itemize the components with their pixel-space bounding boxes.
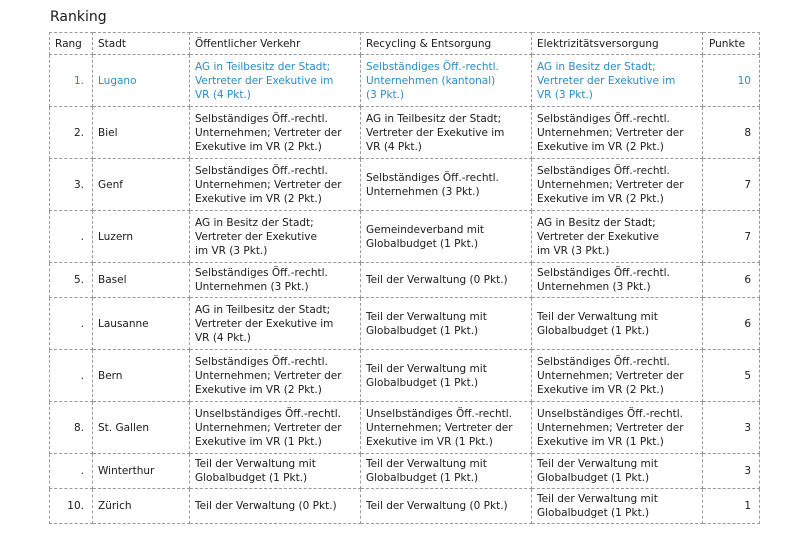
transport-cell (190, 211, 361, 263)
transport-cell-line: Selbständiges Öff.-rechtl. (195, 112, 328, 125)
rank-cell: 1. (50, 55, 93, 107)
points-cell: 1 (703, 489, 760, 524)
recycling-cell-line: Teil der Verwaltung mit (366, 310, 487, 323)
points-cell: 5 (703, 350, 760, 402)
column-header-points: Punkte (703, 33, 760, 55)
city-cell: Basel (93, 263, 190, 298)
electricity-cell-line: Globalbudget (1 Pkt.) (537, 472, 650, 484)
electricity-cell (532, 298, 703, 350)
rank-cell: . (50, 211, 93, 263)
points-cell: 7 (703, 211, 760, 263)
electricity-cell-line: Teil der Verwaltung mit (537, 458, 658, 470)
recycling-cell (361, 55, 532, 107)
table-row (50, 489, 760, 524)
column-header-transport: Öffentlicher Verkehr (190, 33, 361, 55)
rank-cell: . (50, 298, 93, 350)
recycling-cell-line: Globalbudget (1 Pkt.) (366, 324, 479, 337)
table-row (50, 298, 760, 350)
points-cell: 3 (703, 454, 760, 489)
table-row (50, 402, 760, 454)
electricity-cell-line: Teil der Verwaltung mit (537, 493, 658, 505)
electricity-cell (532, 55, 703, 107)
city-cell: Biel (93, 107, 190, 159)
electricity-cell-line: Selbständiges Öff.-rechtl. (537, 267, 670, 279)
recycling-cell-line: VR (4 Pkt.) (366, 140, 422, 153)
electricity-cell-line: im VR (3 Pkt.) (537, 244, 610, 257)
electricity-cell-line: Exekutive im VR (2 Pkt.) (537, 192, 664, 205)
transport-cell (190, 55, 361, 107)
recycling-cell-line: Teil der Verwaltung mit (366, 362, 487, 375)
recycling-cell-line: Unternehmen (kantonal) (366, 74, 496, 87)
electricity-cell-line: AG in Besitz der Stadt; (537, 216, 656, 229)
transport-cell-line: Vertreter der Exekutive (195, 230, 317, 243)
city-cell: Lausanne (93, 298, 190, 350)
electricity-cell-line: Globalbudget (1 Pkt.) (537, 324, 650, 337)
transport-cell-line: VR (4 Pkt.) (195, 88, 251, 101)
electricity-cell-line: Selbständiges Öff.-rechtl. (537, 164, 670, 177)
points-cell: 6 (703, 298, 760, 350)
transport-cell-line: Unternehmen; Vertreter der (195, 126, 342, 139)
column-header-recycling: Recycling & Entsorgung (361, 33, 532, 55)
recycling-cell-line: Globalbudget (1 Pkt.) (366, 376, 479, 389)
transport-cell-line: Teil der Verwaltung mit (195, 458, 316, 470)
transport-cell (190, 298, 361, 350)
recycling-cell-line: Selbständiges Öff.-rechtl. (366, 60, 499, 73)
recycling-cell-line: Selbständiges Öff.-rechtl. (366, 171, 499, 184)
recycling-cell-line: Vertreter der Exekutive im (366, 126, 505, 139)
electricity-cell-line: Unselbständiges Öff.-rechtl. (537, 407, 684, 420)
electricity-cell-line: Selbständiges Öff.-rechtl. (537, 355, 670, 368)
city-cell: Winterthur (93, 454, 190, 489)
transport-cell (190, 107, 361, 159)
city-cell: Zürich (93, 489, 190, 524)
recycling-cell-line: Teil der Verwaltung (0 Pkt.) (366, 274, 508, 286)
electricity-cell (532, 107, 703, 159)
recycling-cell-line: Globalbudget (1 Pkt.) (366, 237, 479, 250)
electricity-cell (532, 350, 703, 402)
recycling-cell-line: Exekutive im VR (1 Pkt.) (366, 435, 493, 448)
transport-cell-line: Exekutive im VR (2 Pkt.) (195, 192, 322, 205)
electricity-cell (532, 211, 703, 263)
electricity-cell-line: Globalbudget (1 Pkt.) (537, 507, 650, 519)
transport-cell-line: AG in Besitz der Stadt; (195, 216, 314, 229)
electricity-cell (532, 454, 703, 489)
recycling-cell (361, 263, 532, 298)
points-cell: 8 (703, 107, 760, 159)
transport-cell-line: Globalbudget (1 Pkt.) (195, 472, 308, 484)
table-row (50, 107, 760, 159)
points-cell: 3 (703, 402, 760, 454)
electricity-cell-line: Teil der Verwaltung mit (537, 310, 658, 323)
electricity-cell (532, 489, 703, 524)
recycling-cell-line: Teil der Verwaltung mit (366, 458, 487, 470)
transport-cell (190, 402, 361, 454)
transport-cell (190, 263, 361, 298)
transport-cell-line: Unselbständiges Öff.-rechtl. (195, 407, 342, 420)
electricity-cell-line: AG in Besitz der Stadt; (537, 60, 656, 73)
electricity-cell-line: Selbständiges Öff.-rechtl. (537, 112, 670, 125)
electricity-cell-line: Unternehmen (3 Pkt.) (537, 281, 651, 293)
recycling-cell (361, 211, 532, 263)
table-body (50, 55, 760, 524)
transport-cell-line: AG in Teilbesitz der Stadt; (195, 60, 331, 73)
recycling-cell-line: AG in Teilbesitz der Stadt; (366, 112, 502, 125)
electricity-cell-line: Vertreter der Exekutive (537, 230, 659, 243)
electricity-cell-line: VR (3 Pkt.) (537, 88, 593, 101)
city-cell: Bern (93, 350, 190, 402)
transport-cell (190, 159, 361, 211)
transport-cell-line: Exekutive im VR (2 Pkt.) (195, 383, 322, 396)
transport-cell-line: Exekutive im VR (1 Pkt.) (195, 435, 322, 448)
transport-cell-line: Selbständiges Öff.-rechtl. (195, 164, 328, 177)
recycling-cell (361, 298, 532, 350)
column-header-city: Stadt (93, 33, 190, 55)
transport-cell-line: Selbständiges Öff.-rechtl. (195, 355, 328, 368)
transport-cell (190, 350, 361, 402)
transport-cell-line: Unternehmen; Vertreter der (195, 369, 342, 382)
table-header-row (50, 33, 760, 55)
recycling-cell-line: (3 Pkt.) (366, 88, 405, 101)
points-cell: 7 (703, 159, 760, 211)
electricity-cell (532, 402, 703, 454)
transport-cell-line: AG in Teilbesitz der Stadt; (195, 303, 331, 316)
electricity-cell-line: Unternehmen; Vertreter der (537, 178, 684, 191)
rank-cell: 8. (50, 402, 93, 454)
rank-cell: 5. (50, 263, 93, 298)
electricity-cell (532, 159, 703, 211)
city-cell: Genf (93, 159, 190, 211)
recycling-cell (361, 107, 532, 159)
recycling-cell-line: Unselbständiges Öff.-rechtl. (366, 407, 513, 420)
table-row (50, 211, 760, 263)
transport-cell-line: Vertreter der Exekutive im (195, 74, 334, 87)
table-row (50, 263, 760, 298)
transport-cell-line: Selbständiges Öff.-rechtl. (195, 267, 328, 279)
ranking-table (49, 32, 760, 524)
table-row (50, 350, 760, 402)
city-cell: St. Gallen (93, 402, 190, 454)
city-cell: Luzern (93, 211, 190, 263)
table-row (50, 55, 760, 107)
transport-cell-line: VR (4 Pkt.) (195, 331, 251, 344)
recycling-cell (361, 402, 532, 454)
rank-cell: 3. (50, 159, 93, 211)
table-row (50, 159, 760, 211)
electricity-cell-line: Unternehmen; Vertreter der (537, 369, 684, 382)
points-cell: 10 (703, 55, 760, 107)
recycling-cell-line: Globalbudget (1 Pkt.) (366, 472, 479, 484)
column-header-electricity: Elektrizitätsversorgung (532, 33, 703, 55)
transport-cell-line: im VR (3 Pkt.) (195, 244, 268, 257)
electricity-cell-line: Exekutive im VR (1 Pkt.) (537, 435, 664, 448)
transport-cell-line: Unternehmen; Vertreter der (195, 178, 342, 191)
electricity-cell-line: Exekutive im VR (2 Pkt.) (537, 383, 664, 396)
electricity-cell-line: Exekutive im VR (2 Pkt.) (537, 140, 664, 153)
recycling-cell (361, 159, 532, 211)
recycling-cell-line: Gemeindeverband mit (366, 223, 484, 236)
table-row (50, 454, 760, 489)
electricity-cell-line: Unternehmen; Vertreter der (537, 126, 684, 139)
rank-cell: . (50, 350, 93, 402)
electricity-cell (532, 263, 703, 298)
recycling-cell-line: Unternehmen; Vertreter der (366, 421, 513, 434)
transport-cell-line: Vertreter der Exekutive im (195, 317, 334, 330)
column-header-rank: Rang (50, 33, 93, 55)
recycling-cell-line: Unternehmen (3 Pkt.) (366, 185, 480, 198)
transport-cell-line: Exekutive im VR (2 Pkt.) (195, 140, 322, 153)
transport-cell (190, 454, 361, 489)
electricity-cell-line: Vertreter der Exekutive im (537, 74, 676, 87)
recycling-cell-line: Teil der Verwaltung (0 Pkt.) (366, 500, 508, 512)
transport-cell (190, 489, 361, 524)
transport-cell-line: Unternehmen; Vertreter der (195, 421, 342, 434)
rank-cell: 2. (50, 107, 93, 159)
rank-cell: . (50, 454, 93, 489)
recycling-cell (361, 489, 532, 524)
rank-cell: 10. (50, 489, 93, 524)
electricity-cell-line: Unternehmen; Vertreter der (537, 421, 684, 434)
transport-cell-line: Teil der Verwaltung (0 Pkt.) (195, 500, 337, 512)
recycling-cell (361, 454, 532, 489)
page-title: Ranking (50, 9, 107, 25)
city-cell: Lugano (93, 55, 190, 107)
points-cell: 6 (703, 263, 760, 298)
transport-cell-line: Unternehmen (3 Pkt.) (195, 281, 309, 293)
recycling-cell (361, 350, 532, 402)
